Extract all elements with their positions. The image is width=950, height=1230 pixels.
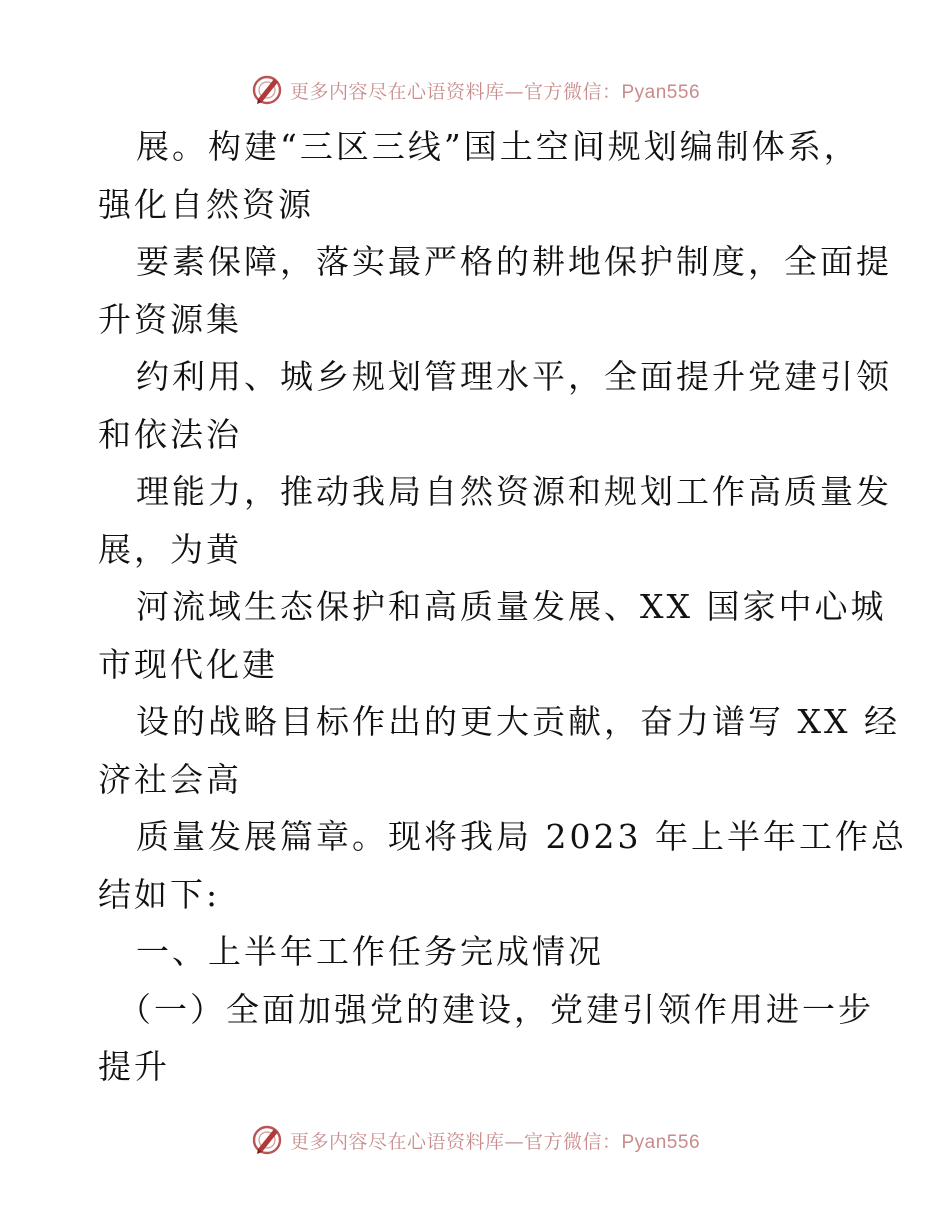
body-line: 约利用、城乡规划管理水平，全面提升党建引领 — [136, 357, 892, 396]
body-line: 质量发展篇章。现将我局 2023 年上半年工作总 — [136, 817, 907, 856]
watermark-text: 更多内容尽在心语资料库—官方微信：Pyan556 — [289, 1130, 701, 1153]
body-line: 理能力，推动我局自然资源和规划工作高质量发 — [136, 472, 892, 511]
body-line: 强化自然资源 — [98, 184, 314, 224]
body-line: 升资源集 — [98, 299, 242, 339]
body-line: 结如下: — [98, 874, 221, 914]
pen-circle-logo-icon — [250, 73, 284, 107]
watermark-footer — [0, 1118, 950, 1162]
body-line: 展。构建“三区三线”国土空间规划编制体系， — [136, 127, 860, 166]
watermark-header — [0, 68, 950, 112]
pen-circle-logo-icon — [250, 1123, 284, 1157]
section-heading: 一、上半年工作任务完成情况 — [136, 932, 604, 971]
body-line: 市现代化建 — [98, 644, 278, 684]
watermark-text: 更多内容尽在心语资料库—官方微信：Pyan556 — [289, 80, 701, 103]
body-line: 济社会高 — [98, 759, 242, 799]
body-line: 设的战略目标作出的更大贡献，奋力谱写 XX 经 — [136, 702, 900, 741]
document-body — [98, 118, 907, 1096]
body-line: 河流域生态保护和高质量发展、XX 国家中心城 — [136, 587, 887, 626]
body-line: 要素保障，落实最严格的耕地保护制度，全面提 — [136, 242, 892, 281]
subsection-heading-continued: 提升 — [98, 1047, 170, 1086]
body-line: 和依法治 — [98, 414, 242, 454]
body-line: 展，为黄 — [98, 529, 242, 569]
subsection-heading: （一）全面加强党的建设，党建引领作用进一步 — [118, 989, 874, 1029]
